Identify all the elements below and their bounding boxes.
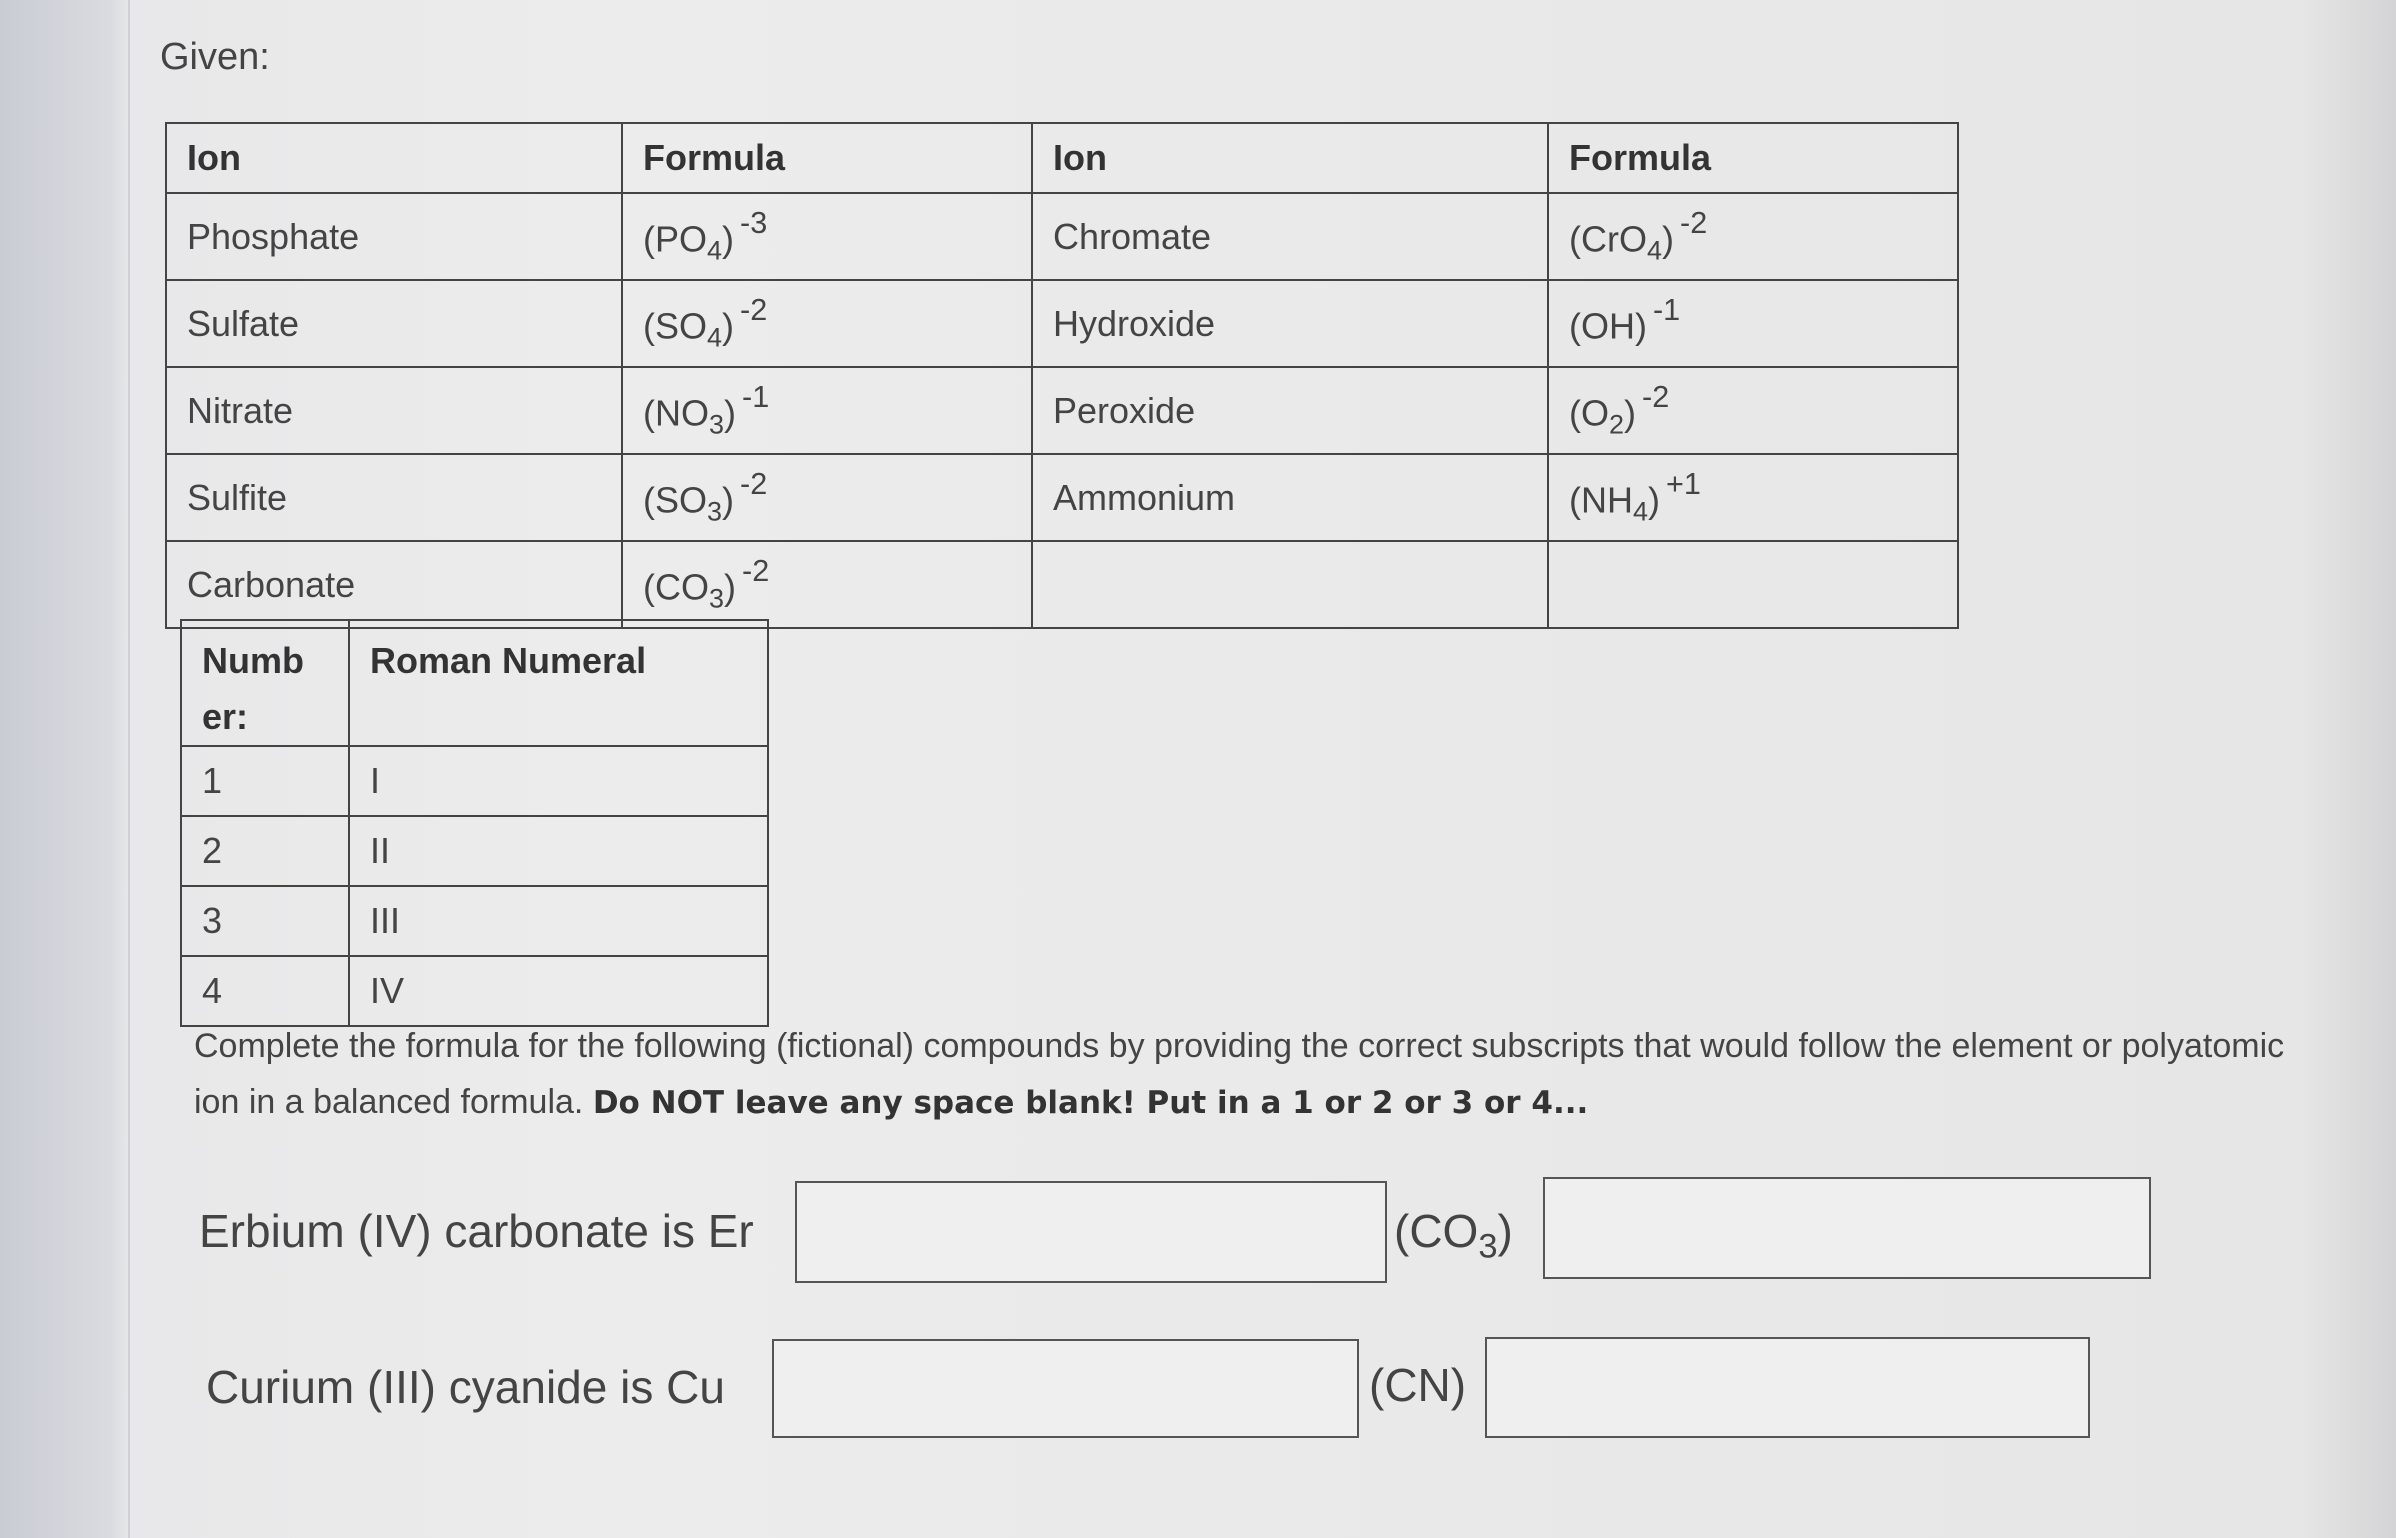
ion-name: Hydroxide [1032,280,1548,367]
ion-formula [622,193,1032,280]
table-header-row [166,123,1958,193]
ion-formula [1548,541,1958,628]
number-cell: 2 [181,816,349,886]
page-edge [128,0,130,1538]
formula-charge: -1 [742,380,770,415]
header-formula: Formula [1548,123,1958,193]
number-cell: 1 [181,746,349,816]
question-2-subscript-1-input[interactable] [772,1339,1359,1438]
header-ion: Ion [1032,123,1548,193]
roman-cell: II [349,816,768,886]
ion-name: Carbonate [166,541,622,628]
question-2-subscript-2-input[interactable] [1485,1337,2090,1438]
table-row [181,746,768,816]
formula-subscript: 3 [707,496,723,527]
table-row [181,886,768,956]
question-2-prompt: Curium (III) cyanide is Cu [206,1361,725,1413]
ion-table [165,122,1959,629]
ion-subscript: 3 [1478,1227,1498,1266]
ion-name: Nitrate [166,367,622,454]
table-header-row [181,620,768,746]
formula-charge: -2 [1680,206,1708,241]
ion-name [1032,541,1548,628]
formula-close: ) [1648,479,1661,521]
formula-close: ) [1624,392,1637,434]
formula-charge: +1 [1666,467,1701,502]
instructions-text: Complete the formula for the following (fictional) compounds by providing the correct subscripts that would follow the element or polyatomic ion in a balanced formula. [194,1027,2285,1121]
formula-close: ) [722,218,735,260]
formula-close: ) [1662,218,1675,260]
table-row [166,367,1958,454]
formula-charge: -2 [1642,380,1670,415]
formula-close: ) [722,479,735,521]
formula-charge: -3 [740,206,768,241]
formula-charge: -2 [740,293,768,328]
formula-charge: -1 [1652,293,1681,328]
ion-name: Sulfite [166,454,622,541]
ion-name: Chromate [1032,193,1548,280]
formula-base: (O [1569,392,1609,434]
ion-name: Sulfate [166,280,622,367]
formula-base: (SO [643,479,708,521]
formula-subscript: 3 [709,583,725,614]
ion-name: Phosphate [166,193,622,280]
table-row [166,541,1958,628]
header-number: Numb er: [181,620,349,746]
table-row [166,280,1958,367]
formula-base: (SO [643,305,708,347]
ion-name: Peroxide [1032,367,1548,454]
ion-close: ) [1497,1205,1513,1257]
given-label: Given: [160,36,270,78]
header-ion: Ion [166,123,622,193]
instructions [194,1018,2294,1131]
formula-base: (CO [643,566,709,608]
formula-base: (NH [1569,479,1633,521]
ion-formula [1548,193,1958,280]
formula-base: (NO [643,392,709,434]
formula-base: (CrO [1569,218,1647,260]
table-row [181,816,768,886]
formula-close: ) [724,392,737,434]
ion-formula [622,541,1032,628]
formula-subscript: 4 [707,235,723,266]
question-1-ion [1394,1204,1513,1266]
header-roman: Roman Numeral [349,620,768,746]
question-1-subscript-1-input[interactable] [795,1181,1387,1283]
formula-subscript: 4 [1632,496,1649,527]
table-row [166,454,1958,541]
formula-close: ) [722,305,735,347]
table-row [166,193,1958,280]
number-cell: 3 [181,886,349,956]
formula-subscript: 3 [709,409,725,440]
formula-subscript: 4 [1646,235,1663,266]
roman-numeral-table [180,619,769,1027]
roman-cell: III [349,886,768,956]
formula-base: (PO [643,218,708,260]
table-row [181,956,768,1026]
formula-charge: -2 [740,467,768,502]
question-1-prompt: Erbium (IV) carbonate is Er [199,1205,754,1257]
ion-text: (CO [1394,1205,1479,1257]
formula-subscript: 2 [1609,409,1625,440]
ion-formula [1548,454,1958,541]
ion-formula [1548,280,1958,367]
ion-formula [622,454,1032,541]
question-1-subscript-2-input[interactable] [1543,1177,2151,1279]
formula-subscript: 4 [707,322,723,353]
formula-base: (OH) [1569,305,1647,347]
roman-cell: IV [349,956,768,1026]
ion-formula [622,367,1032,454]
ion-name: Ammonium [1032,454,1548,541]
roman-cell: I [349,746,768,816]
number-cell: 4 [181,956,349,1026]
ion-formula [1548,367,1958,454]
ion-text: (CN) [1369,1359,1467,1411]
question-2-ion [1369,1358,1466,1412]
header-formula: Formula [622,123,1032,193]
ion-formula [622,280,1032,367]
formula-charge: -2 [742,554,770,589]
instructions-bold: Do NOT leave any space blank! Put in a 1 or 2 or 3 or 4... [592,1085,1589,1121]
formula-close: ) [724,566,737,608]
